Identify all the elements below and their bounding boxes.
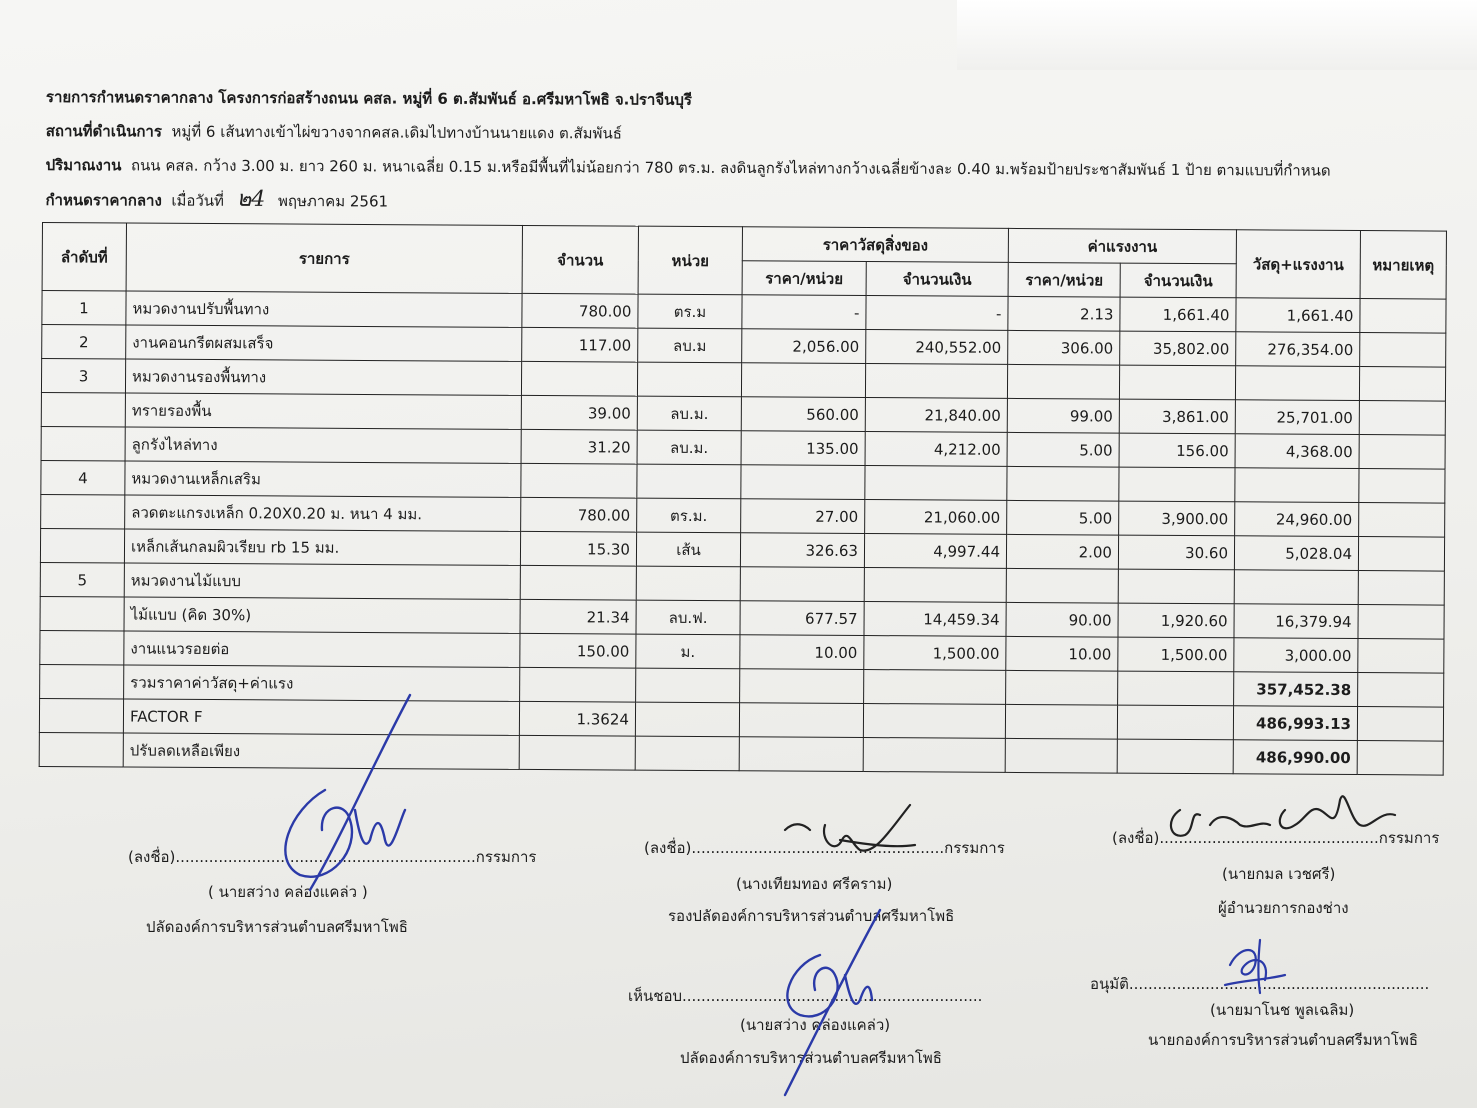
col-header-material-price: ราคา/หน่วย [742, 261, 866, 296]
row-qty [519, 735, 635, 770]
row-remark [1359, 435, 1445, 470]
row-material-amount: 4,997.44 [864, 534, 1006, 569]
signatory-name-4: (นายสว่าง คล่องแคล่ว) [740, 1016, 891, 1034]
row-unit: ตร.ม [638, 294, 742, 329]
row-no [39, 698, 123, 733]
row-labor-amount: 1,661.40 [1120, 297, 1236, 332]
row-qty [521, 463, 637, 498]
row-total: 486,993.13 [1233, 706, 1357, 741]
row-item: ไม้แบบ (คิด 30%) [124, 597, 520, 633]
signatory-title-5: นายกองค์การบริหารส่วนตำบลศรีมหาโพธิ [1148, 1031, 1419, 1049]
row-total [1235, 468, 1359, 503]
document-header [45, 80, 1466, 222]
row-no: 4 [41, 460, 125, 495]
row-unit [637, 362, 741, 397]
row-item: หมวดงานรองพื้นทาง [125, 359, 521, 395]
row-qty: 15.30 [520, 531, 636, 566]
row-total: 3,000.00 [1234, 638, 1358, 673]
row-total: 5,028.04 [1234, 536, 1358, 571]
row-labor-price: 306.00 [1008, 330, 1120, 365]
header-title: รายการกำหนดราคากลาง โครงการก่อสร้างถนน คสล. หมู่ที่ 6 ต.สัมพันธ์ อ.ศรีมหาโพธิ จ.ปราจีนบุรี [45, 87, 693, 109]
row-material-amount: - [866, 296, 1008, 331]
row-no: 5 [40, 562, 124, 597]
row-labor-price: 90.00 [1006, 602, 1118, 637]
row-remark [1358, 605, 1444, 640]
row-labor-amount [1118, 569, 1234, 604]
row-qty: 150.00 [520, 633, 636, 668]
row-unit: ตร.ม. [637, 498, 741, 533]
signatory-name-1: ( นายสว่าง คล่องแคล่ว ) [208, 883, 368, 901]
row-labor-price [1005, 704, 1117, 739]
row-qty: 117.00 [522, 327, 638, 362]
row-qty: 39.00 [521, 395, 637, 430]
row-unit [635, 702, 739, 737]
signatory-name-2: (นางเทียมทอง ศรีคราม) [736, 875, 893, 893]
row-item: เหล็กเส้นกลมผิวเรียบ rb 15 มม. [124, 529, 520, 565]
row-total: 24,960.00 [1235, 502, 1359, 537]
row-material-price [741, 465, 865, 500]
row-material-price [739, 737, 863, 772]
row-labor-amount: 30.60 [1118, 535, 1234, 570]
row-no [40, 528, 124, 563]
row-no [40, 664, 124, 699]
row-labor-amount: 1,500.00 [1118, 637, 1234, 672]
row-item: ทรายรองพื้น [125, 393, 521, 429]
row-labor-amount: 3,861.00 [1119, 399, 1235, 434]
signatory-title-4: ปลัดองค์การบริหารส่วนตำบลศรีมหาโพธิ [680, 1049, 942, 1067]
signatory-title-2: รองปลัดองค์การบริหารส่วนตำบลศรีมหาโพธิ [668, 907, 955, 925]
row-total: 486,990.00 [1233, 740, 1357, 775]
paper-fold [957, 0, 1477, 70]
row-material-price: 10.00 [740, 635, 864, 670]
row-material-amount [865, 466, 1007, 501]
row-material-price: 326.63 [740, 533, 864, 568]
header-date: กำหนดราคากลาง เมื่อวันที่ ๒4 พฤษภาคม 2561 [45, 186, 389, 212]
approval-line-agree: เห็นชอบ............................................................... [628, 987, 983, 1005]
signature-line-1: (ลงชื่อ)...............................................................กรรมการ [128, 848, 537, 866]
row-labor-price [1005, 738, 1117, 773]
row-remark [1358, 571, 1444, 606]
row-material-price [739, 703, 863, 738]
col-group-material: ราคาวัสดุสิ่งของ [742, 227, 1008, 263]
row-no: 1 [42, 291, 126, 326]
row-material-price: 560.00 [741, 397, 865, 432]
row-labor-price: 2.00 [1006, 534, 1118, 569]
row-remark [1360, 299, 1446, 334]
row-unit [636, 566, 740, 601]
row-qty [520, 667, 636, 702]
row-unit [637, 464, 741, 499]
row-labor-price: 10.00 [1006, 636, 1118, 671]
row-no [40, 596, 124, 631]
row-no [40, 630, 124, 665]
row-qty: 780.00 [521, 497, 637, 532]
row-unit: ลบ.ฟ. [636, 600, 740, 635]
row-labor-amount [1117, 739, 1233, 774]
row-remark [1358, 639, 1444, 674]
row-material-amount: 240,552.00 [866, 330, 1008, 365]
row-item: หมวดงานปรับพื้นทาง [126, 291, 522, 327]
signatory-name-5: (นายมาโนช พูลเฉลิม) [1210, 1001, 1355, 1019]
row-item: หมวดงานไม้แบบ [124, 563, 520, 599]
row-material-price: 677.57 [740, 601, 864, 636]
col-header-remark: หมายเหตุ [1360, 231, 1446, 300]
row-material-amount [863, 738, 1005, 773]
row-material-amount [865, 364, 1007, 399]
row-item: FACTOR F [123, 699, 519, 735]
row-item: ลูกรังไหล่ทาง [125, 427, 521, 463]
signature-line-3: (ลงชื่อ)..............................................กรรมการ [1112, 829, 1440, 847]
signature-line-2: (ลงชื่อ).....................................................กรรมการ [644, 839, 1005, 857]
row-unit: ลบ.ม. [637, 396, 741, 431]
col-header-item: รายการ [126, 223, 522, 293]
row-item: รวมราคาค่าวัสดุ+ค่าแรง [124, 665, 520, 701]
row-material-price: - [742, 295, 866, 330]
row-labor-amount: 35,802.00 [1120, 331, 1236, 366]
row-item: หมวดงานเหล็กเสริม [125, 461, 521, 497]
row-unit: ม. [636, 634, 740, 669]
row-material-amount [864, 670, 1006, 705]
handwritten-day: ๒4 [236, 186, 266, 212]
row-material-amount: 1,500.00 [864, 636, 1006, 671]
handwritten-signature-4 [760, 905, 890, 1105]
row-material-amount: 21,060.00 [865, 500, 1007, 535]
row-no: 2 [42, 325, 126, 360]
row-qty: 1.3624 [519, 701, 635, 736]
row-item: งานแนวรอยต่อ [124, 631, 520, 667]
row-item: ลวดตะแกรงเหล็ก 0.20X0.20 ม. หนา 4 มม. [125, 495, 521, 531]
row-total: 4,368.00 [1235, 434, 1359, 469]
row-material-amount [863, 704, 1005, 739]
row-total [1234, 570, 1358, 605]
row-no [41, 392, 125, 427]
row-total: 16,379.94 [1234, 604, 1358, 639]
signatory-title-1: ปลัดองค์การบริหารส่วนตำบลศรีมหาโพธิ [146, 918, 408, 936]
col-header-total: วัสดุ+แรงงาน [1236, 230, 1360, 299]
col-header-no: ลำดับที่ [42, 223, 126, 292]
row-unit: เส้น [636, 532, 740, 567]
approval-line-approve: อนุมัติ............................................................... [1090, 975, 1430, 993]
row-no: 3 [41, 359, 125, 394]
row-labor-price: 99.00 [1007, 398, 1119, 433]
row-material-amount [864, 568, 1006, 603]
handwritten-signature-5 [1220, 935, 1290, 995]
row-remark [1358, 537, 1444, 572]
row-remark [1360, 333, 1446, 368]
row-qty [521, 361, 637, 396]
row-qty [520, 565, 636, 600]
row-total: 1,661.40 [1236, 298, 1360, 333]
row-labor-price: 5.00 [1007, 432, 1119, 467]
row-no [41, 494, 125, 529]
row-labor-price [1006, 670, 1118, 705]
col-header-unit: หน่วย [638, 226, 742, 295]
row-remark [1357, 741, 1443, 776]
row-material-amount: 4,212.00 [865, 432, 1007, 467]
row-material-price: 2,056.00 [742, 329, 866, 364]
handwritten-signature-1 [250, 690, 450, 910]
row-qty: 780.00 [522, 293, 638, 328]
row-remark [1358, 673, 1444, 708]
row-labor-amount [1119, 467, 1235, 502]
col-header-labor-price: ราคา/หน่วย [1008, 262, 1120, 297]
row-total: 25,701.00 [1235, 400, 1359, 435]
col-header-material-amount: จำนวนเงิน [866, 262, 1008, 297]
row-material-price [740, 669, 864, 704]
row-qty: 31.20 [521, 429, 637, 464]
handwritten-signature-2 [780, 800, 920, 870]
signatory-name-3: (นายกมล เวชศรี) [1222, 865, 1336, 883]
row-remark [1359, 367, 1445, 402]
row-labor-price [1007, 364, 1119, 399]
row-remark [1359, 401, 1445, 436]
signatory-title-3: ผู้อำนวยการกองช่าง [1218, 899, 1349, 917]
row-labor-price: 2.13 [1008, 296, 1120, 331]
col-header-qty: จำนวน [522, 225, 638, 294]
row-labor-amount [1117, 705, 1233, 740]
row-material-price: 27.00 [741, 499, 865, 534]
row-total [1235, 366, 1359, 401]
row-unit [636, 668, 740, 703]
header-quantity: ปริมาณงาน ถนน คสล. กว้าง 3.00 ม. ยาว 260 ม. หนาเฉลี่ย 0.15 ม.หรือมีพื้นที่ไม่น้อยกว่า 780 ตร.ม. ลงดินลูกรังไหล่ทางกว้างเฉลี่ยข้างละ 0.40 ม.พร้อมป้ายประชาสัมพันธ์ 1 ป้าย ตามแบบที่กำหนด [45, 155, 1331, 180]
row-total: 276,354.00 [1236, 332, 1360, 367]
row-labor-amount: 3,900.00 [1119, 501, 1235, 536]
row-labor-amount: 156.00 [1119, 433, 1235, 468]
row-no [41, 426, 125, 461]
row-labor-price [1006, 568, 1118, 603]
row-labor-amount [1119, 365, 1235, 400]
row-material-amount: 21,840.00 [865, 398, 1007, 433]
row-no [39, 732, 123, 767]
col-group-labor: ค่าแรงงาน [1008, 228, 1236, 263]
row-unit [635, 736, 739, 771]
row-labor-amount: 1,920.60 [1118, 603, 1234, 638]
row-total: 357,452.38 [1234, 672, 1358, 707]
row-material-amount: 14,459.34 [864, 602, 1006, 637]
row-material-price [741, 363, 865, 398]
row-qty: 21.34 [520, 599, 636, 634]
row-remark [1359, 503, 1445, 538]
header-location: สถานที่ดำเนินการ หมู่ที่ 6 เส้นทางเข้าไผ่ขวางจากคสล.เดิมไปทางบ้านนายแดง ต.สัมพันธ์ [45, 121, 622, 143]
row-item: ปรับลดเหลือเพียง [123, 733, 519, 769]
handwritten-signature-3 [1160, 780, 1400, 850]
row-labor-price: 5.00 [1007, 500, 1119, 535]
row-unit: ลบ.ม. [637, 430, 741, 465]
row-labor-amount [1118, 671, 1234, 706]
row-unit: ลบ.ม [638, 328, 742, 363]
row-material-price: 135.00 [741, 431, 865, 466]
row-remark [1357, 707, 1443, 742]
row-labor-price [1007, 466, 1119, 501]
row-material-price [740, 567, 864, 602]
row-remark [1359, 469, 1445, 504]
row-item: งานคอนกรีตผสมเสร็จ [126, 325, 522, 361]
col-header-labor-amount: จำนวนเงิน [1120, 263, 1236, 298]
